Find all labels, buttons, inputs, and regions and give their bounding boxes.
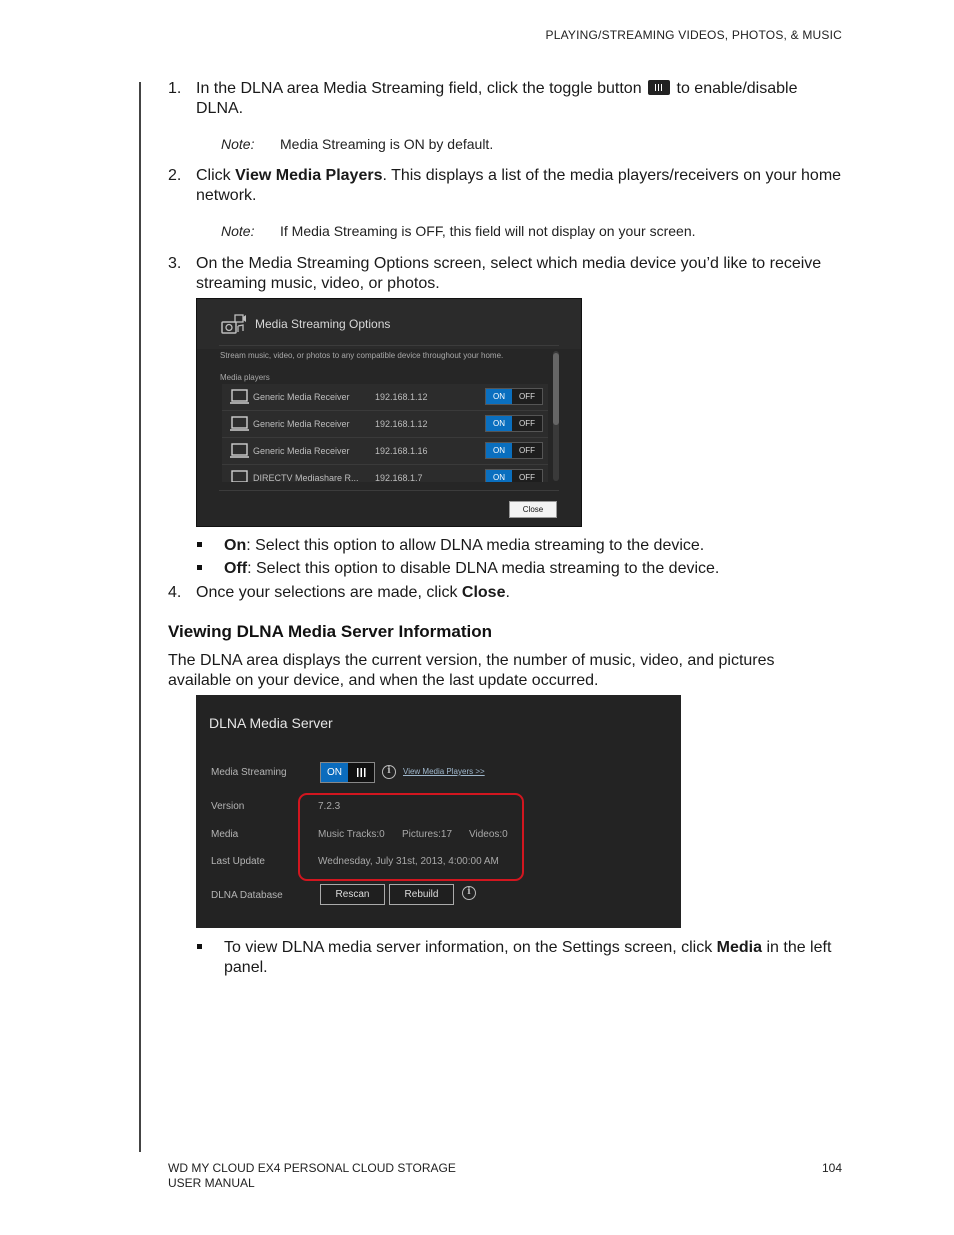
- step-text-part: Click: [196, 167, 231, 184]
- media-players-list: [222, 384, 548, 482]
- media-player-name: Generic Media Receiver: [253, 392, 350, 402]
- footer-product: [168, 1161, 456, 1191]
- version-label: Version: [211, 801, 245, 812]
- divider: [219, 490, 559, 491]
- on-option[interactable]: ON: [486, 443, 512, 458]
- bullet-marker: [197, 542, 202, 547]
- bullet-desc: : Select this option to allow DLNA media streaming to the device.: [246, 537, 705, 554]
- media-streaming-toggle[interactable]: [320, 762, 375, 783]
- media-player-name: Generic Media Receiver: [253, 446, 350, 456]
- list-scrollbar[interactable]: [553, 351, 559, 481]
- step-number: 4.: [168, 584, 182, 601]
- rescan-button[interactable]: Rescan: [320, 884, 385, 905]
- margin-rule: [139, 82, 141, 1152]
- step-text-part: .: [505, 584, 510, 601]
- off-option[interactable]: OFF: [512, 389, 542, 404]
- step-number: 1.: [168, 80, 182, 97]
- step-4: [168, 583, 846, 603]
- bullet-marker: [197, 565, 202, 570]
- step-text-bold: View Media Players: [235, 167, 383, 184]
- dialog-description: Stream music, video, or photos to any compatible device throughout your home.: [220, 351, 504, 360]
- on-option[interactable]: ON: [486, 470, 512, 482]
- last-update-label: Last Update: [211, 856, 265, 867]
- note-text: Media Streaming is ON by default.: [280, 136, 494, 152]
- on-option[interactable]: ON: [486, 416, 512, 431]
- divider: [219, 345, 559, 346]
- step-text: [196, 79, 846, 119]
- on-off-switch[interactable]: [485, 469, 543, 482]
- running-header: PLAYING/STREAMING VIDEOS, PHOTOS, & MUSIC: [545, 28, 842, 42]
- media-player-row: [222, 411, 548, 438]
- media-devices-icon: [221, 313, 247, 335]
- info-icon[interactable]: i: [382, 765, 396, 779]
- info-highlight-box: [298, 793, 524, 881]
- scrollbar-thumb[interactable]: [553, 353, 559, 425]
- step-text-part: In the DLNA area Media Streaming field, click the toggle button: [196, 80, 642, 97]
- note-1: [221, 136, 493, 152]
- info-icon[interactable]: i: [462, 886, 476, 900]
- off-option[interactable]: OFF: [512, 470, 542, 482]
- media-player-row: [222, 465, 548, 482]
- step-number: 3.: [168, 255, 182, 272]
- dialog-title: Media Streaming Options: [255, 317, 391, 331]
- rebuild-button[interactable]: Rebuild: [389, 884, 454, 905]
- bullet-term: Media: [716, 939, 763, 956]
- dlna-database-label: DLNA Database: [211, 890, 283, 901]
- step-text: [196, 583, 846, 603]
- off-option[interactable]: OFF: [512, 443, 542, 458]
- media-players-label: Media players: [220, 373, 270, 382]
- laptop-icon: [229, 416, 250, 433]
- step-2: [168, 166, 846, 206]
- media-player-name: Generic Media Receiver: [253, 419, 350, 429]
- media-label: Media: [211, 829, 239, 840]
- step-text-part: . This displays a list of the media players/receivers on your home network.: [196, 167, 842, 204]
- videos-count: Videos:0: [469, 829, 508, 840]
- bullet-desc: : Select this option to disable DLNA media streaming to the device.: [247, 560, 720, 577]
- bullet-text: [224, 536, 844, 556]
- media-player-row: [222, 438, 548, 465]
- on-off-switch[interactable]: [485, 415, 543, 432]
- dlna-media-server-panel: [196, 695, 681, 928]
- media-player-ip: 192.168.1.16: [375, 446, 428, 456]
- footer-doc-type: USER MANUAL: [168, 1176, 255, 1190]
- on-off-switch[interactable]: [485, 442, 543, 459]
- bullet-desc: in the left panel.: [224, 939, 832, 976]
- media-player-row: [222, 384, 548, 411]
- laptop-icon: [229, 470, 250, 482]
- media-streaming-label: Media Streaming: [211, 767, 287, 778]
- toggle-button-icon: [648, 80, 670, 95]
- media-player-ip: 192.168.1.7: [375, 473, 423, 482]
- media-player-ip: 192.168.1.12: [375, 419, 428, 429]
- bullet-term: Off: [224, 560, 248, 577]
- bullet-off: [197, 559, 844, 579]
- bullet-term: On: [224, 537, 247, 554]
- footer-product-name: WD MY CLOUD EX4 PERSONAL CLOUD STORAGE: [168, 1161, 456, 1175]
- view-media-players-link[interactable]: View Media Players >>: [403, 767, 485, 776]
- bullet-desc: To view DLNA media server information, on the Settings screen, click: [224, 939, 713, 956]
- version-value: 7.2.3: [318, 801, 341, 812]
- note-2: [221, 223, 696, 239]
- last-update-value: Wednesday, July 31st, 2013, 4:00:00 AM: [318, 856, 499, 867]
- note-text: If Media Streaming is OFF, this field will not display on your screen.: [280, 223, 696, 239]
- music-tracks-count: Music Tracks:0: [318, 829, 385, 840]
- step-text: [196, 166, 846, 206]
- media-player-name: DIRECTV Mediashare R...: [253, 473, 359, 482]
- bullet-text: [224, 938, 844, 978]
- step-text-part: to enable/disable DLNA.: [196, 80, 798, 117]
- bullet-text: [224, 559, 844, 579]
- laptop-icon: [229, 443, 250, 460]
- bullet-on: [197, 536, 844, 556]
- section-paragraph: The DLNA area displays the current version, the number of music, video, and pictures available on your device, and when the last update occurred.: [168, 652, 775, 689]
- off-option[interactable]: OFF: [512, 416, 542, 431]
- section-heading: Viewing DLNA Media Server Information: [168, 622, 493, 641]
- step-text: On the Media Streaming Options screen, select which media device you’d like to receive streaming music, video, or photos.: [196, 255, 822, 292]
- step-3: [168, 254, 846, 294]
- step-number: 2.: [168, 167, 182, 184]
- page-number: 104: [821, 1161, 842, 1175]
- step-text-part: Once your selections are made, click: [196, 584, 458, 601]
- on-option[interactable]: ON: [486, 389, 512, 404]
- on-off-switch[interactable]: [485, 388, 543, 405]
- bullet-marker: [197, 944, 202, 949]
- close-button[interactable]: Close: [509, 501, 557, 518]
- media-player-ip: 192.168.1.12: [375, 392, 428, 402]
- toggle-on-label[interactable]: ON: [321, 763, 348, 782]
- note-label: Note:: [221, 136, 255, 152]
- pictures-count: Pictures:17: [402, 829, 453, 840]
- panel-title: DLNA Media Server: [209, 715, 333, 731]
- note-label: Note:: [221, 223, 255, 239]
- step-text-bold: Close: [461, 584, 506, 601]
- bullet-view-info: [197, 938, 844, 978]
- step-1: [168, 79, 846, 119]
- toggle-handle-icon[interactable]: [348, 763, 374, 782]
- laptop-icon: [229, 389, 250, 406]
- media-streaming-options-dialog: [196, 298, 582, 527]
